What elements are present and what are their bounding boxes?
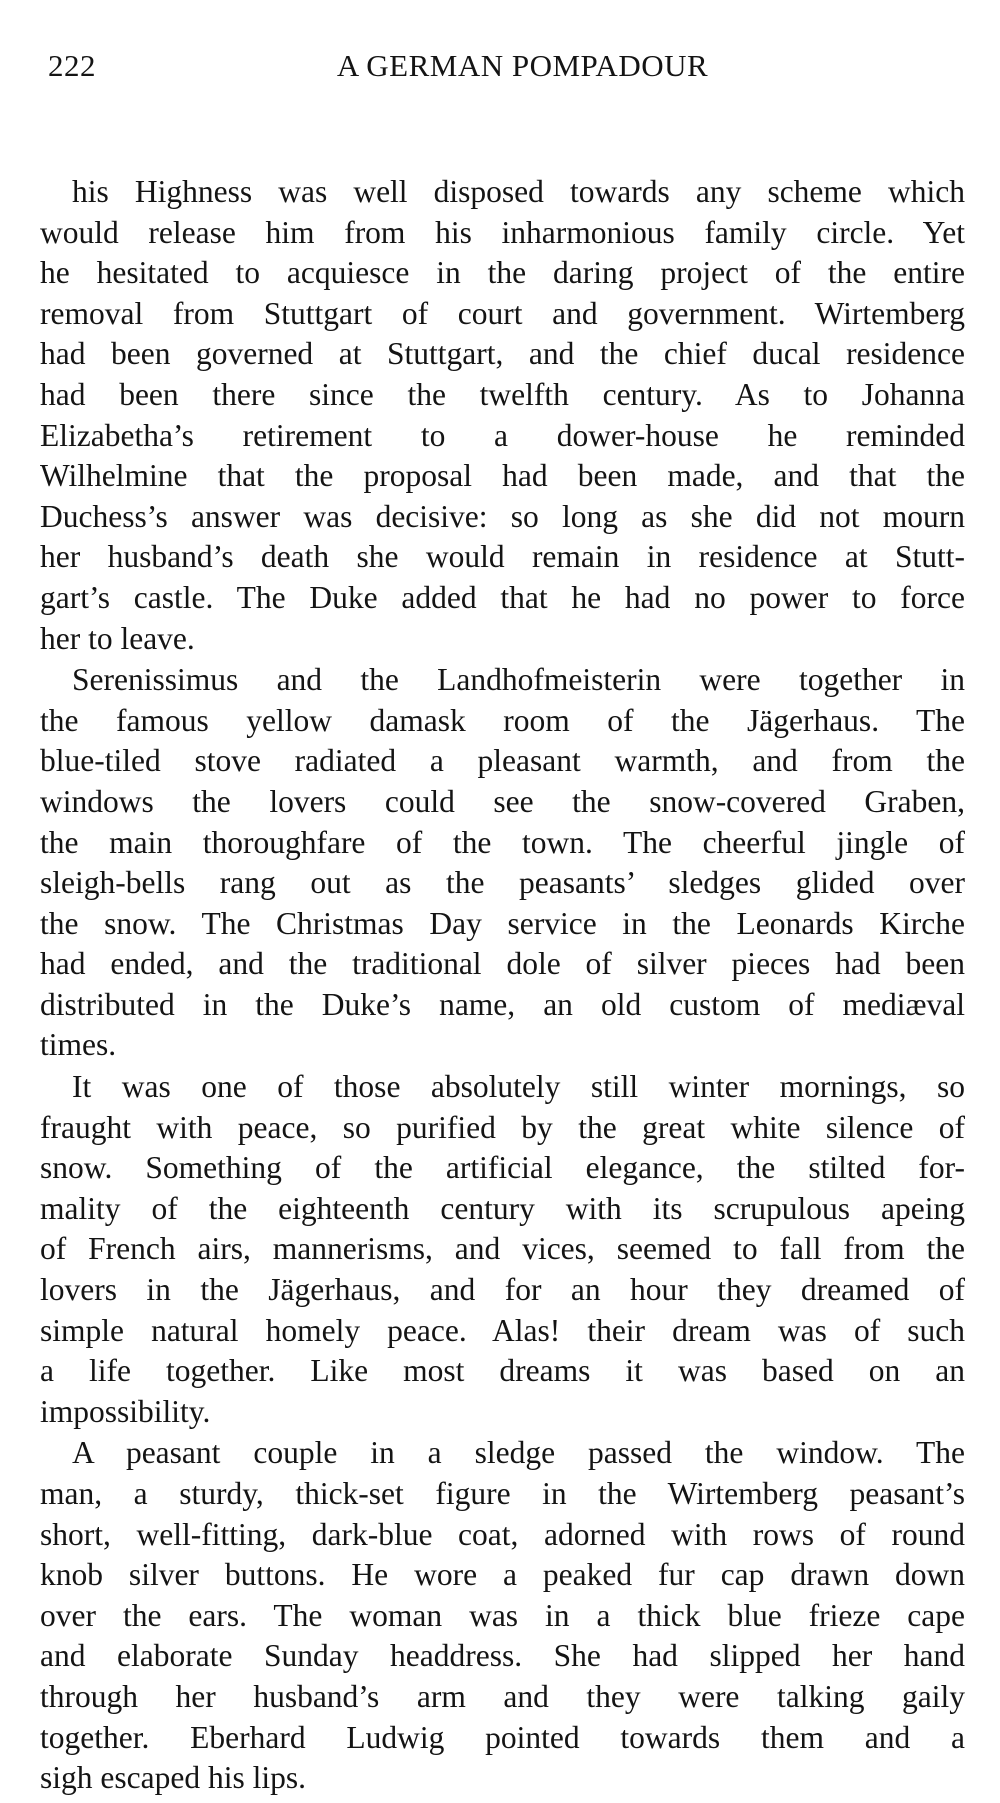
text-line: gart’s castle. The Duke added that he had no power to force <box>40 579 965 615</box>
text-line: had been there since the twelfth century. As to Johanna <box>40 376 965 412</box>
text-line: he hesitated to acquiesce in the daring project of the entire <box>40 255 965 291</box>
page-number: 222 <box>48 48 96 83</box>
text-line: man, a sturdy, thick-set figure in the Wirtemberg peasant’s <box>40 1476 965 1511</box>
text-line: Serenissimus and the Landhofmeisterin were together in <box>72 662 965 698</box>
text-line: mality of the eighteenth century with its scrupulous apeing <box>40 1190 965 1226</box>
text-line: impossibility. <box>40 1393 211 1429</box>
text-line: short, well-fitting, dark-blue coat, adorned with rows of round <box>40 1516 965 1552</box>
text-line: removal from Stuttgart of court and government. Wirtemberg <box>40 295 965 331</box>
text-line: times. <box>40 1027 117 1063</box>
text-line: her to leave. <box>40 620 195 656</box>
text-line: It was one of those absolutely still winter mornings, so <box>72 1069 965 1105</box>
text-line: over the ears. The woman was in a thick blue frieze cape <box>40 1597 965 1633</box>
text-line: A peasant couple in a sledge passed the window. The <box>72 1435 965 1471</box>
paragraph <box>40 1433 965 1798</box>
text-line: together. Eberhard Ludwig pointed towards them and a <box>40 1719 965 1755</box>
text-line: Elizabetha’s retirement to a dower-house he reminded <box>40 417 965 453</box>
text-line: his Highness was well disposed towards any scheme which <box>72 174 965 209</box>
text-line: Duchess’s answer was decisive: so long as she did not mourn <box>40 498 965 534</box>
text-line: knob silver buttons. He wore a peaked fur cap drawn down <box>40 1557 965 1593</box>
text-line: a life together. Like most dreams it was based on an <box>40 1353 965 1389</box>
text-line: through her husband’s arm and they were talking gaily <box>40 1678 965 1714</box>
paragraph <box>40 172 965 659</box>
text-line: snow. Something of the artificial elegance, the stilted for- <box>40 1150 965 1186</box>
text-line: would release him from his inharmonious family circle. Yet <box>40 214 965 250</box>
paragraph <box>40 660 965 1066</box>
text-line: of French airs, mannerisms, and vices, seemed to fall from the <box>40 1231 965 1267</box>
running-title: A GERMAN POMPADOUR <box>336 48 709 83</box>
text-line: sigh escaped his lips. <box>40 1760 306 1796</box>
text-line: distributed in the Duke’s name, an old custom of mediæval <box>40 986 965 1022</box>
text-line: her husband’s death she would remain in residence at Stutt- <box>40 539 965 575</box>
text-line: the famous yellow damask room of the Jägerhaus. The <box>40 702 965 738</box>
text-line: the main thoroughfare of the town. The cheerful jingle of <box>40 824 965 860</box>
text-line: fraught with peace, so purified by the great white silence of <box>40 1109 965 1145</box>
text-line: windows the lovers could see the snow-covered Graben, <box>40 783 965 819</box>
text-line: lovers in the Jägerhaus, and for an hour they dreamed of <box>40 1272 965 1308</box>
text-line: Wilhelmine that the proposal had been made, and that the <box>40 458 965 494</box>
text-line: had ended, and the traditional dole of silver pieces had been <box>40 946 965 982</box>
text-line: and elaborate Sunday headdress. She had slipped her hand <box>40 1638 965 1674</box>
text-line: simple natural homely peace. Alas! their dream was of such <box>40 1312 965 1348</box>
text-line: blue-tiled stove radiated a pleasant warmth, and from the <box>40 743 965 779</box>
text-line: sleigh-bells rang out as the peasants’ sledges glided over <box>40 865 965 901</box>
paragraph <box>40 1067 965 1432</box>
running-head <box>40 48 965 96</box>
body-text <box>40 172 965 1799</box>
text-line: the snow. The Christmas Day service in the Leonards Kirche <box>40 905 965 941</box>
text-line: had been governed at Stuttgart, and the chief ducal residence <box>40 336 965 372</box>
book-page <box>40 48 965 1799</box>
